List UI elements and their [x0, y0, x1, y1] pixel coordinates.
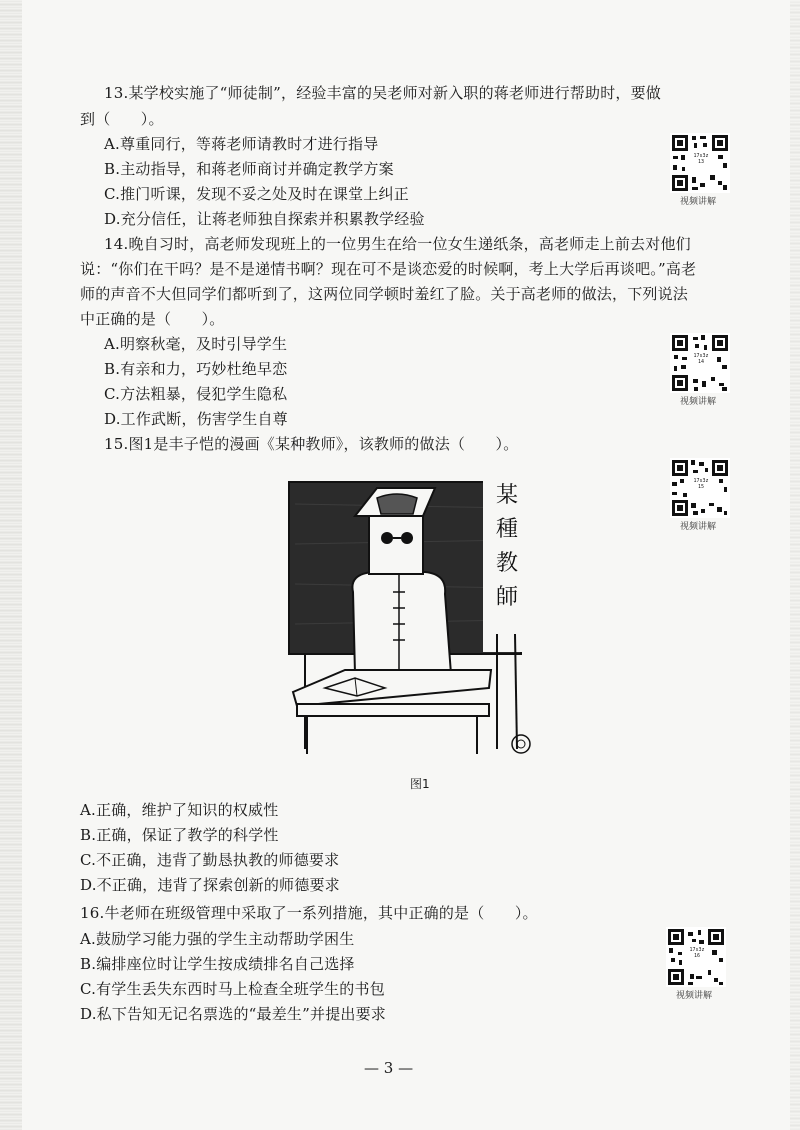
board-char-4: 師 — [495, 585, 519, 610]
question-14-stem-cont2: 师的声音不大但同学们都听到了，这两位同学顿时羞红了脸。关于高老师的做法，下列说法 — [80, 285, 689, 303]
qr-label-13[interactable]: 视频讲解 — [680, 197, 717, 207]
board-char-1: 某 — [495, 483, 519, 508]
qr-code-text: 17s3z 15 — [693, 478, 709, 490]
question-14-option-c: C.方法粗暴，侵犯学生隐私 — [104, 385, 288, 403]
qr-code-15[interactable] — [670, 458, 730, 518]
question-16-option-b: B.编排座位时让学生按成绩排名自己选择 — [80, 955, 355, 973]
qr-label-16[interactable]: 视频讲解 — [676, 991, 713, 1001]
question-16-option-a: A.鼓励学习能力强的学生主动帮助学困生 — [80, 930, 355, 948]
page-number: — 3 — — [364, 1059, 414, 1077]
qr-code-14[interactable] — [670, 333, 730, 393]
qr-label-15[interactable]: 视频讲解 — [680, 522, 717, 532]
qr-code-text: 17s3z 14 — [693, 353, 709, 365]
board-char-2: 種 — [495, 517, 519, 542]
question-15-option-a: A.正确，维护了知识的权威性 — [80, 801, 279, 819]
figure-caption: 图1 — [410, 777, 430, 791]
question-14-stem-cont3: 中正确的是（ ）。 — [80, 310, 225, 328]
question-13-stem-cont: 到（ ）。 — [80, 110, 164, 128]
question-16-stem: 16.牛老师在班级管理中采取了一系列措施，其中正确的是（ ）。 — [80, 904, 538, 922]
qr-code-text: 17s3z 16 — [689, 947, 705, 959]
teacher-head — [369, 514, 423, 574]
question-14-option-b: B.有亲和力，巧妙杜绝早恋 — [104, 360, 288, 378]
qr-code-13[interactable] — [670, 133, 730, 193]
question-16-option-d: D.私下告知无记名票选的“最差生”并提出要求 — [80, 1005, 386, 1023]
question-15-option-c: C.不正确，违背了勤恳执教的师德要求 — [80, 851, 340, 869]
question-13-option-d: D.充分信任，让蒋老师独自探索并积累教学经验 — [104, 210, 425, 228]
qr-code-16[interactable] — [666, 927, 726, 987]
question-13-option-a: A.尊重同行，等蒋老师请教时才进行指导 — [104, 135, 379, 153]
question-14-stem-cont: 说：“你们在干吗？是不是递情书啊？现在可不是谈恋爱的时候啊，考上大学后再谈吧。”高老 — [80, 260, 697, 278]
scan-edge-right — [790, 0, 800, 1130]
question-15-stem: 15.图1是丰子恺的漫画《某种教师》，该教师的做法（ ）。 — [104, 435, 519, 453]
cartoon-illustration — [285, 474, 540, 764]
question-13-stem: 13.某学校实施了“师徒制”，经验丰富的吴老师对新入职的蒋老师进行帮助时，要做 — [104, 84, 661, 102]
board-char-3: 教 — [495, 551, 519, 576]
question-15-option-d: D.不正确，违背了探索创新的师德要求 — [80, 876, 340, 894]
teacher-body — [352, 572, 451, 674]
question-14-option-a: A.明察秋毫，及时引导学生 — [104, 335, 288, 353]
question-14-stem: 14.晚自习时，高老师发现班上的一位男生在给一位女生递纸条，高老师走上前去对他们 — [104, 235, 691, 253]
question-13-option-b: B.主动指导，和蒋老师商讨并确定教学方案 — [104, 160, 394, 178]
question-15-option-b: B.正确，保证了教学的科学性 — [80, 826, 279, 844]
question-13-option-c: C.推门听课，发现不妥之处及时在课堂上纠正 — [104, 185, 409, 203]
scan-edge-left — [0, 0, 22, 1130]
qr-label-14[interactable]: 视频讲解 — [680, 397, 717, 407]
cartoon-figure — [285, 474, 540, 764]
qr-code-text: 17s3z 13 — [693, 153, 709, 165]
question-16-option-c: C.有学生丢失东西时马上检查全班学生的书包 — [80, 980, 385, 998]
question-14-option-d: D.工作武断，伤害学生自尊 — [104, 410, 288, 428]
